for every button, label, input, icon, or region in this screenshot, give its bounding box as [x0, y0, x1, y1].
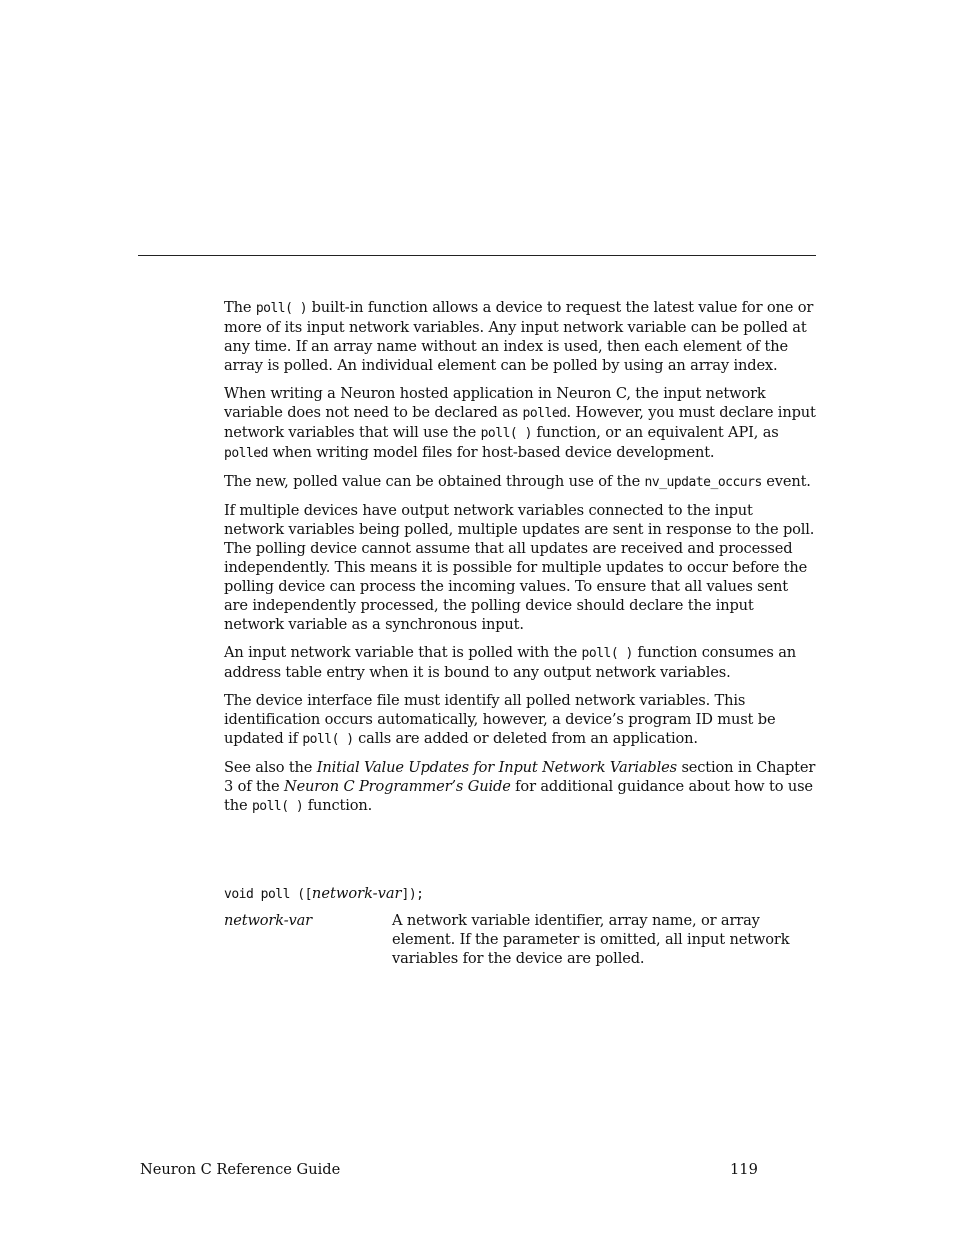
parameter-row: [224, 911, 816, 968]
footer-title: Neuron C Reference Guide: [140, 1161, 341, 1178]
parameter-name: network-var: [224, 912, 312, 929]
paragraph-hosted-app: When writing a Neuron hosted application in Neuron C, the input network variable does not need to be declared as polled. However, you must declare input network variables that will use the poll( ) function, or an equivalent API, as polled when writing model files for host-based device development.: [224, 385, 816, 461]
header-rule: [138, 255, 816, 256]
code-poll: poll( ): [255, 301, 308, 316]
syntax-param: network-var: [311, 885, 402, 902]
paragraph-address-table: An input network variable that is polled with the poll( ) function consumes an address table entry when it is bound to any output network variables.: [224, 644, 797, 681]
code-polled: polled: [224, 446, 268, 461]
code-poll: poll( ): [480, 426, 532, 441]
code-poll: poll( ): [302, 732, 354, 747]
reference-guide-title: Neuron C Programmer’s Guide: [283, 778, 511, 795]
code-poll: poll( ): [251, 799, 304, 814]
code-nv-update-occurs: nv_update_occurs: [644, 475, 762, 490]
footer-page-number: 119: [730, 1161, 758, 1178]
paragraph-update-event: The new, polled value can be obtained through use of the nv_update_occurs event.: [224, 473, 811, 490]
paragraph-multiple-devices: If multiple devices have output network variables connected to the input network variables being polled, multiple updates are sent in response to the poll. The polling device cannot assume that all updates are received and processed independently. This means it is possible for multiple updates to occur before the polling device can process the incoming values. To ensure that all values sent are independently processed, the polling device should declare the input network variable as a synchronous input.: [224, 502, 815, 633]
paragraph-see-also: See also the Initial Value Updates for Input Network Variables section in Chapter 3 of the Neuron C Programmer’s Guide for additional guidance about how to use the poll( ) function.: [224, 759, 816, 814]
syntax-line: void poll ([network-var]);: [224, 885, 424, 902]
code-polled: polled: [522, 406, 567, 421]
paragraph-intro: The poll( ) built-in function allows a device to request the latest value for one or more of its input network variables. Any input network variable can be polled at any time. If an array name without an index is used, then each element of the array is polled. An individual element can be polled by using an array index.: [224, 299, 814, 374]
parameter-description: A network variable identifier, array name, or array element. If the parameter is omitted, all input network variables for the device are polled.: [392, 912, 790, 967]
reference-section-title: Initial Value Updates for Input Network Variables: [316, 759, 677, 776]
description-section: [224, 298, 816, 825]
code-poll: poll( ): [581, 646, 633, 661]
paragraph-interface-file: The device interface file must identify all polled network variables. This identification occurs automatically, however, a device’s program ID must be updated if poll( ) calls are added or deleted from an application.: [224, 692, 776, 747]
